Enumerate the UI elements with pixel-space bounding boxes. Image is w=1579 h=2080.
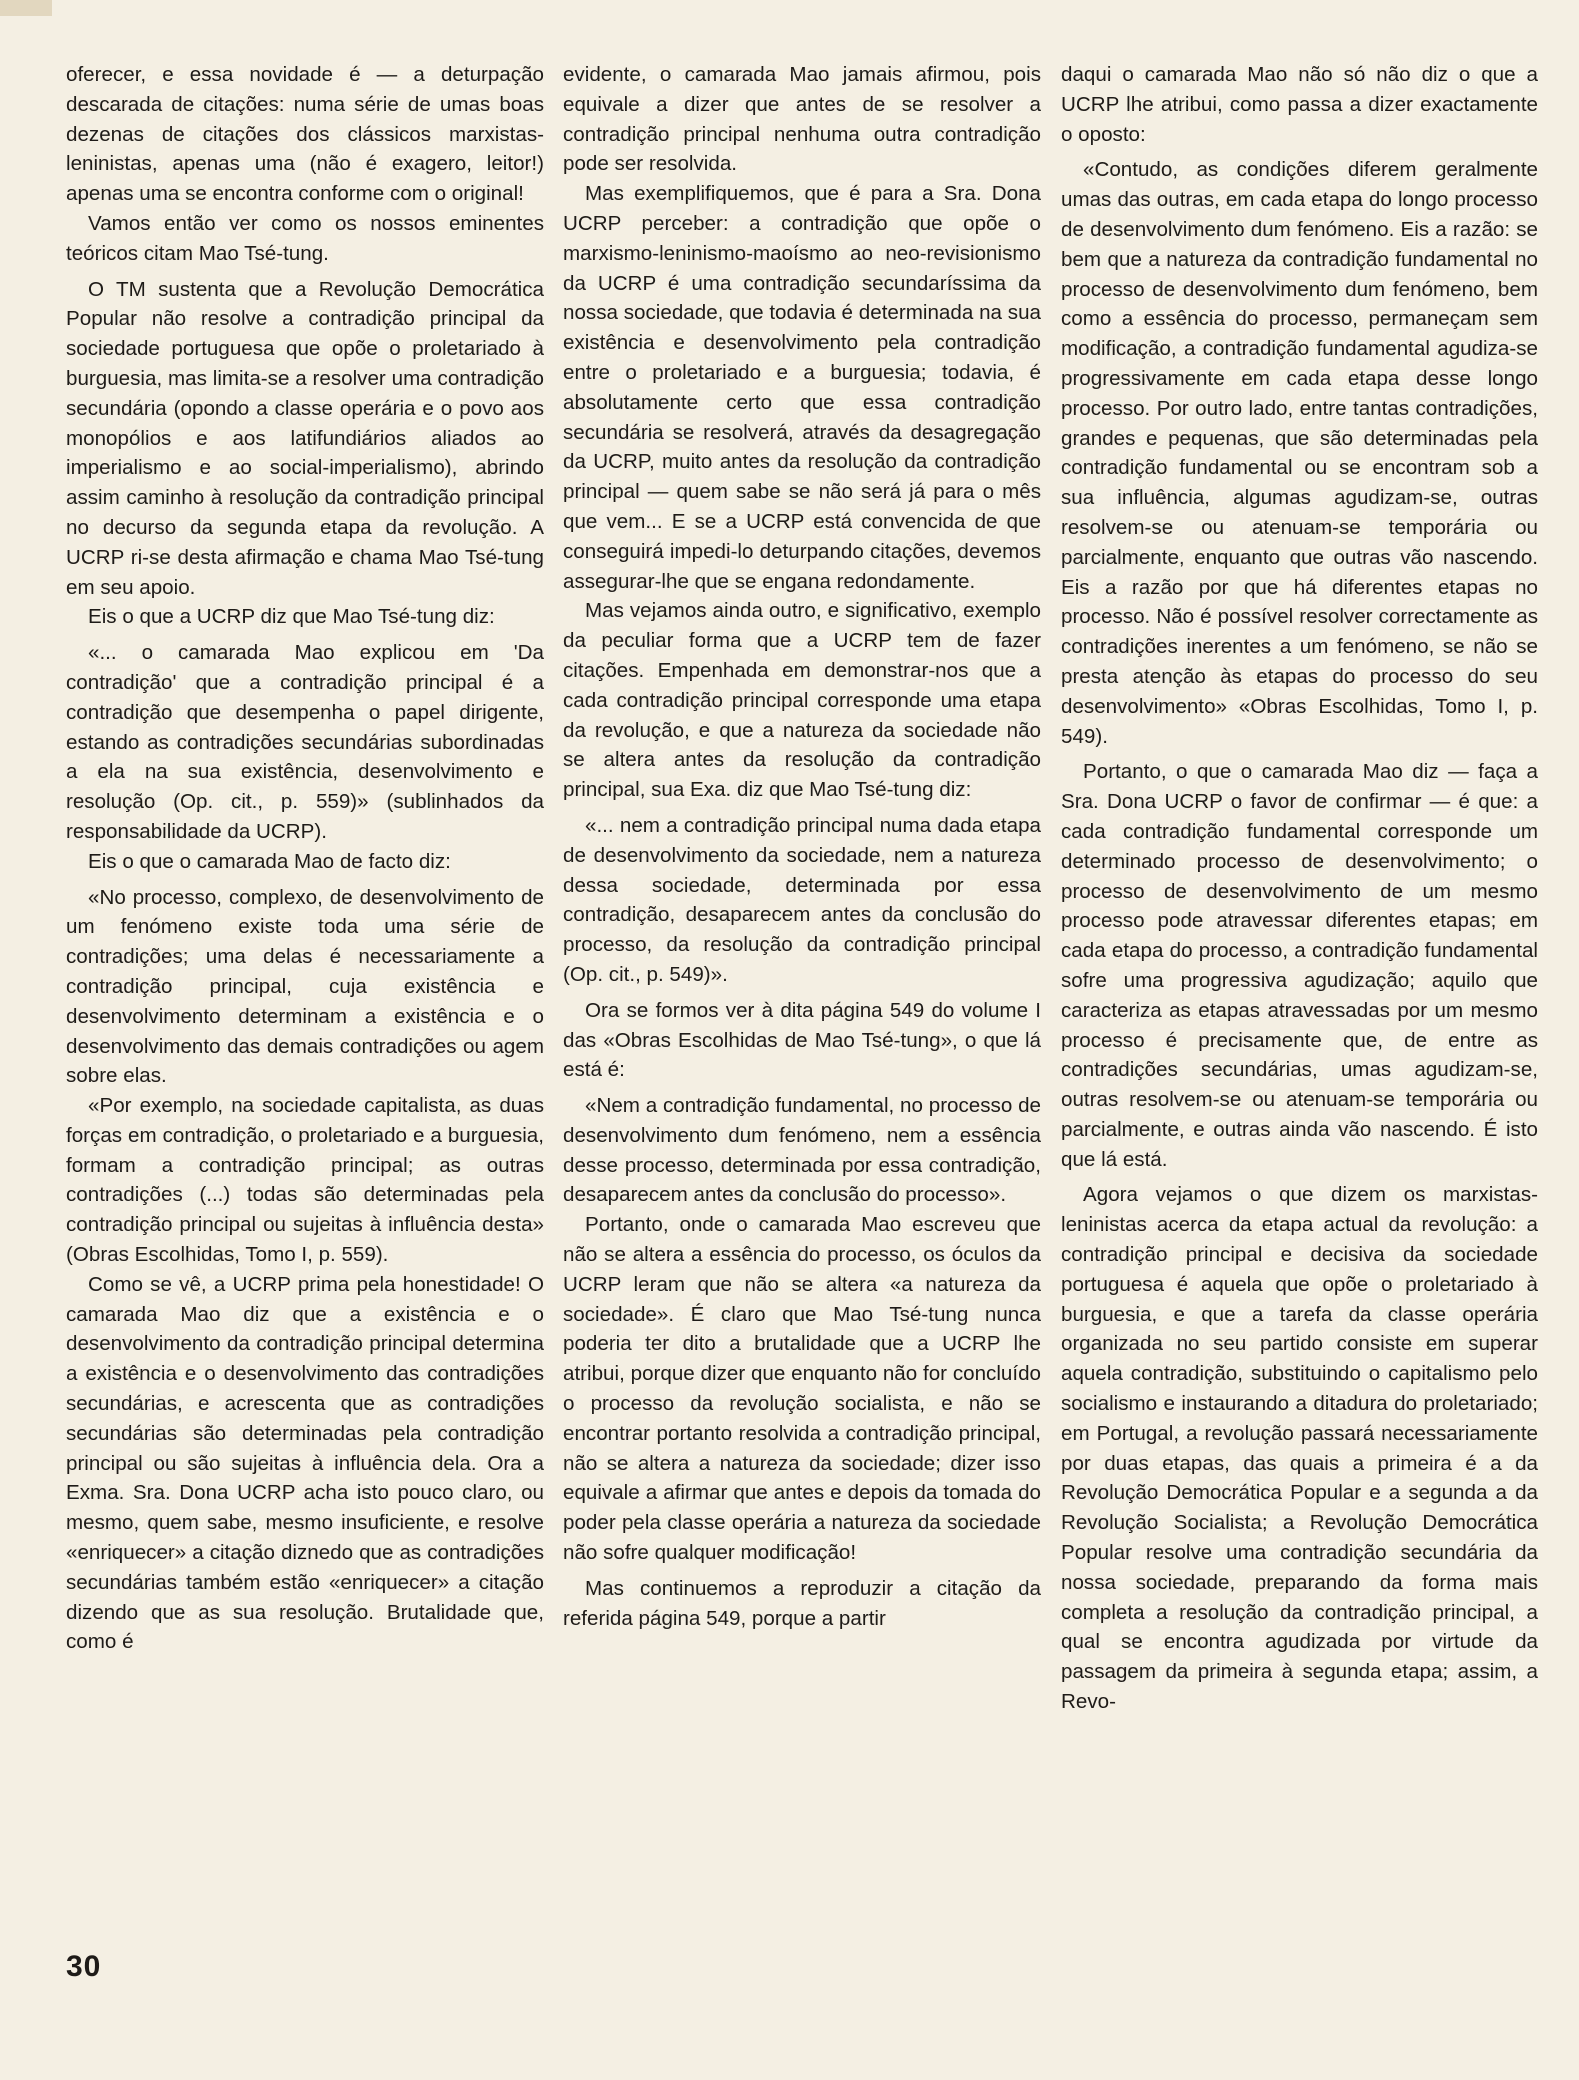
paragraph: Agora vejamos o que dizem os marxistas-leninistas acerca da etapa actual da revolução: a contradição principal e decisiva da sociedade portuguesa é aquela que opõe o proletariado à burguesia, e que a tarefa da classe operária organizada no seu partido consiste em superar aquela contradição, substituindo o capitalismo pelo socialismo e instaurando a ditadura do proletariado; em Portugal, a revolução passará necessariamente por duas etapas, das quais a primeira é a da Revolução Democrática Popular e a segunda a da Revolução Socialista; a Revolução Democrática Popular resolve uma contradição secundária da nossa sociedade, preparando da forma mais completa a resolução da contradição principal, a qual se encontra agudizada por virtude da passagem da primeira à segunda etapa; assim, a Revo- <box>1061 1183 1538 1714</box>
text-column-1 <box>66 60 544 1657</box>
paragraph: Mas exemplifiquemos, que é para a Sra. Dona UCRP perceber: a contradição que opõe o marxismo-leninismo-maoísmo ao neo-revisionismo da UCRP é uma contradição secundaríssima da nossa sociedade, que todavia é determinada na sua existência e desenvolvimento pela contradição entre o proletariado e a burguesia; todavia, é absolutamente certo que essa contradição secundária se resolverá, através da desagregação da UCRP, muito antes da resolução da contradição principal — quem sabe se não será já para o mês que vem... E se a UCRP está convencida de que conseguirá impedi-lo deturpando citações, devemos assegurar-lhe que se engana redondamente. <box>563 182 1041 593</box>
paragraph: oferecer, e essa novidade é — a deturpação descarada de citações: numa série de umas boas dezenas de citações dos clássicos marxistas-leninistas, apenas uma (não é exagero, leitor!) apenas uma se encontra conforme com o original! <box>66 63 544 206</box>
text-column-2 <box>563 60 1041 1633</box>
paragraph: Portanto, onde o camarada Mao escreveu que não se altera a essência do processo, os óculos da UCRP leram que não se altera «a natureza da sociedade». É claro que Mao Tsé-tung nunca poderia ter dito a brutalidade que a UCRP lhe atribui, porque dizer que enquanto não for concluído o processo da revolução socialista, e não se encontrar portanto resolvida a contradição principal, não se altera a natureza da sociedade; dizer isso equivale a afirmar que antes e depois da tomada do poder pela classe operária a natureza da sociedade não sofre qualquer modificação! <box>563 1213 1041 1565</box>
quote-paragraph: «Nem a contradição fundamental, no processo de desenvolvimento dum fenómeno, nem a essência desse processo, determinada por essa contradição, desaparecem antes da conclusão do processo». <box>563 1094 1041 1207</box>
paragraph: Ora se formos ver à dita página 549 do volume I das «Obras Escolhidas de Mao Tsé-tung», o que lá está é: <box>563 998 1041 1082</box>
text-column-3 <box>1061 60 1538 1717</box>
paragraph: Como se vê, a UCRP prima pela honestidade! O camarada Mao diz que a existência e o desenvolvimento da contradição principal determina a existência e o desenvolvimento das contradições secundárias, e acrescenta que as contradições secundárias são determinadas pela contradição principal ou são sujeitas à influência dela. Ora a Exma. Sra. Dona UCRP acha isto pouco claro, ou mesmo, quem sabe, mesmo insuficiente, e resolve «enriquecer» a citação diznedo que as contradições secundárias também estão «enriquecer» a citação dizendo que as sua resolução. Brutalidade que, como é <box>66 1272 544 1654</box>
paragraph: daqui o camarada Mao não só não diz o que a UCRP lhe atribui, como passa a dizer exactamente o oposto: <box>1061 63 1538 146</box>
quote-paragraph: «... nem a contradição principal numa dada etapa de desenvolvimento da sociedade, nem a natureza dessa sociedade, determinada por essa contradição, desaparecem antes da conclusão do processo, da resolução da contradição principal (Op. cit., p. 549)». <box>563 813 1041 986</box>
paragraph: Eis o que a UCRP diz que Mao Tsé-tung diz: <box>88 605 495 629</box>
page-corner-mark <box>0 0 52 16</box>
paragraph: Eis o que o camarada Mao de facto diz: <box>88 849 451 873</box>
paragraph: Portanto, o que o camarada Mao diz — faça a Sra. Dona UCRP o favor de confirmar — é que: a cada contradição fundamental corresponde um determinado processo de desenvolvimento; o processo de desenvolvimento de um mesmo processo pode atravessar diferentes etapas; em cada etapa do processo, a contradição fundamental sofre uma progressiva agudização; aquilo que caracteriza as etapas atravessadas por um mesmo processo é precisamente que, de entre as contradições secundárias, umas agudizam-se, outras resolvem-se ou atenuam-se temporária ou parcialmente, e outras ainda vão nascendo. É isto que lá está. <box>1061 760 1538 1171</box>
quote-paragraph: «No processo, complexo, de desenvolvimento de um fenómeno existe toda uma série de contradições; uma delas é necessariamente a contradição principal, cuja existência e desenvolvimento determinam a existência e o desenvolvimento das demais contradições ou agem sobre elas. <box>66 885 544 1088</box>
quote-paragraph: «... o camarada Mao explicou em 'Da contradição' que a contradição principal é a contradição que desempenha o papel dirigente, estando as contradições secundárias subordinadas a ela na sua existência, desenvolvimento e resolução (Op. cit., p. 559)» (sublinhados da responsabilidade da UCRP). <box>66 641 544 843</box>
page-number: 30 <box>66 1950 102 1983</box>
paragraph: Vamos então ver como os nossos eminentes teóricos citam Mao Tsé-tung. <box>66 211 544 265</box>
paragraph: O TM sustenta que a Revolução Democrática Popular não resolve a contradição principal da sociedade portuguesa que opõe o proletariado à burguesia, mas limita-se a resolver uma contradição secundária (opondo a classe operária e o povo aos monopólios e aos latifundiários aliados ao imperialismo e ao social-imperialismo), abrindo assim caminho à resolução da contradição principal no decurso da segunda etapa da revolução. A UCRP ri-se desta afirmação e chama Mao Tsé-tung em seu apoio. <box>66 277 544 599</box>
paragraph: evidente, o camarada Mao jamais afirmou, pois equivale a dizer que antes de se resolver a contradição principal nenhuma outra contradição pode ser resolvida. <box>563 63 1041 176</box>
quote-paragraph: «Contudo, as condições diferem geralmente umas das outras, em cada etapa do longo processo de desenvolvimento dum fenómeno. Eis a razão: se bem que a natureza da contradição fundamental no processo de desenvolvimento dum fenómeno, bem como a essência do processo, permaneçam sem modificação, a contradição fundamental agudiza-se progressivamente em cada etapa desse longo processo. Por outro lado, entre tantas contradições, grandes e pequenas, que são determinadas pela contradição fundamental ou se encontram sob a sua influência, algumas agudizam-se, outras resolvem-se ou atenuam-se temporária ou parcialmente, enquanto que outras vão nascendo. Eis a razão por que há diferentes etapas no processo. Não é possível resolver correctamente as contradições inerentes a um fenómeno, se não se presta atenção às etapas do processo do seu desenvolvimento» «Obras Escolhidas, Tomo I, p. 549). <box>1061 158 1538 748</box>
quote-paragraph: «Por exemplo, na sociedade capitalista, as duas forças em contradição, o proletariado e a burguesia, formam a contradição principal; as outras contradições (...) todas são determinadas pela contradição principal ou sujeitas à influência desta» (Obras Escolhidas, Tomo I, p. 559). <box>66 1094 544 1267</box>
paragraph: Mas continuemos a reproduzir a citação da referida página 549, porque a partir <box>563 1576 1041 1630</box>
paragraph: Mas vejamos ainda outro, e significativo, exemplo da peculiar forma que a UCRP tem de fazer citações. Empenhada em demonstrar-nos que a cada contradição principal corresponde uma etapa da revolução, e que a natureza da sociedade não se altera antes da resolução da contradição principal, sua Exa. diz que Mao Tsé-tung diz: <box>563 599 1041 802</box>
